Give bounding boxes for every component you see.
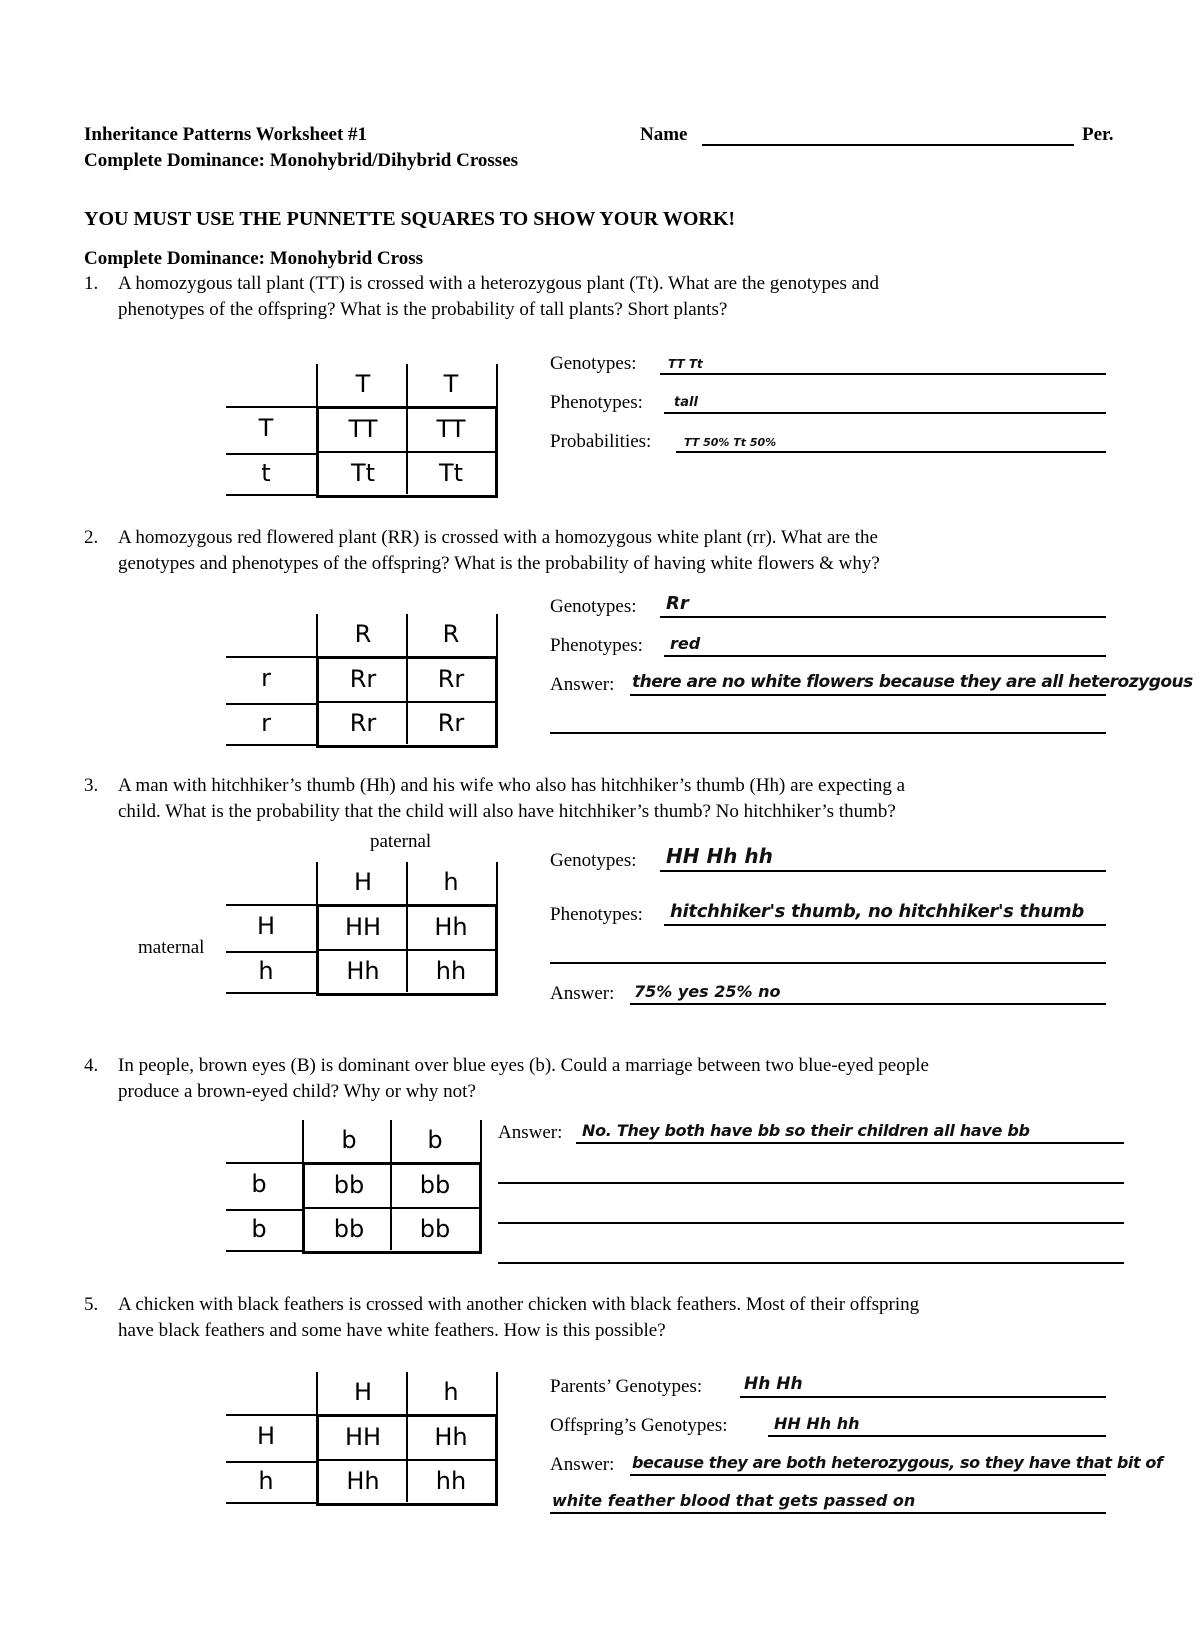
field-label: Genotypes:	[550, 353, 637, 374]
punnett-cell[interactable]: bb	[419, 1171, 451, 1199]
genotypes-answer-line[interactable]	[660, 844, 1106, 872]
question-text-line: genotypes and phenotypes of the offspring? What is the probability of having white flowers & why?	[118, 553, 880, 574]
handwritten-answer: Rr	[666, 593, 689, 614]
handwritten-answer: 75% yes 25% no	[634, 982, 781, 1001]
handwritten-answer: TT 50% Tt 50%	[684, 436, 777, 449]
answer-line[interactable]	[630, 1453, 1163, 1476]
punnett-cell[interactable]: Hh	[434, 913, 468, 941]
phenotypes-answer-line[interactable]	[664, 901, 1106, 926]
question-text-line: A man with hitchhiker’s thumb (Hh) and his wife who also has hitchhiker’s thumb (Hh) are expecting a	[118, 775, 906, 796]
genotypes-answer-line[interactable]	[660, 593, 1106, 618]
handwritten-answer: because they are both heterozygous, so they have that bit of	[632, 1453, 1163, 1472]
allele-label: H	[353, 868, 373, 896]
question-text-line: child. What is the probability that the child will also have hitchhiker’s thumb? No hitchhiker’s thumb?	[118, 801, 896, 822]
allele-label: h	[258, 957, 274, 985]
worksheet-subtitle: Complete Dominance: Monohybrid/Dihybrid Crosses	[84, 150, 519, 171]
question-number: 5.	[84, 1294, 99, 1315]
punnett-cell[interactable]: hh	[435, 1467, 467, 1495]
handwritten-answer: there are no white flowers because they are all heterozygous	[632, 672, 1193, 692]
punnett-cell[interactable]: Rr	[349, 709, 377, 737]
allele-label: b	[251, 1215, 267, 1243]
worksheet-title: Inheritance Patterns Worksheet #1	[84, 124, 368, 145]
punnett-cell[interactable]: bb	[333, 1215, 365, 1243]
punnett-cell[interactable]: hh	[435, 957, 467, 985]
allele-label: H	[256, 912, 276, 940]
field-label: Genotypes:	[550, 850, 637, 871]
answer-line-extra[interactable]	[498, 1262, 1124, 1264]
handwritten-answer: Hh Hh	[744, 1374, 803, 1394]
maternal-label: maternal	[138, 937, 205, 958]
punnett-cell[interactable]: HH	[344, 913, 382, 941]
punnett-cell[interactable]: bb	[419, 1215, 451, 1243]
field-label: Answer:	[550, 1454, 615, 1475]
field-label: Phenotypes:	[550, 904, 643, 925]
punnett-square	[226, 1120, 482, 1254]
allele-label: b	[427, 1126, 443, 1154]
parents-genotypes-line[interactable]	[740, 1374, 1106, 1398]
answer-line[interactable]	[630, 982, 1106, 1005]
offspring-genotypes-line[interactable]	[768, 1414, 1106, 1437]
allele-label: R	[442, 620, 460, 648]
allele-label: r	[261, 664, 271, 692]
punnett-cell[interactable]: TT	[348, 415, 378, 443]
handwritten-answer: red	[670, 634, 701, 653]
handwritten-answer: tall	[674, 395, 698, 410]
allele-label: h	[443, 1378, 459, 1406]
answer-line-extra[interactable]	[498, 1182, 1124, 1184]
question-text-line: produce a brown-eyed child? Why or why not?	[118, 1081, 476, 1102]
punnett-square	[226, 614, 498, 748]
field-label: Phenotypes:	[550, 392, 643, 413]
punnett-cell[interactable]: HH	[344, 1423, 382, 1451]
genotypes-answer-line[interactable]	[660, 357, 1106, 375]
field-label: Parents’ Genotypes:	[550, 1376, 703, 1397]
handwritten-answer: HH Hh hh	[666, 844, 773, 868]
allele-label: h	[258, 1467, 274, 1495]
phenotypes-answer-line[interactable]	[664, 634, 1106, 657]
allele-label: b	[251, 1170, 267, 1198]
handwritten-answer: TT Tt	[668, 357, 703, 371]
allele-label: t	[261, 459, 271, 487]
handwritten-answer: HH Hh hh	[774, 1414, 860, 1433]
punnett-cell[interactable]: TT	[436, 415, 466, 443]
punnett-square	[226, 862, 498, 996]
question-text-line: A homozygous red flowered plant (RR) is crossed with a homozygous white plant (rr). What are the	[118, 527, 878, 548]
question-number: 4.	[84, 1055, 99, 1076]
period-label: Per.	[1082, 124, 1114, 145]
question-text-line: A chicken with black feathers is crossed with another chicken with black feathers. Most of their offspring	[118, 1294, 920, 1315]
field-label: Answer:	[498, 1122, 563, 1143]
name-field[interactable]	[702, 144, 1074, 146]
punnett-square	[226, 1372, 498, 1506]
question-text-line: have black feathers and some have white feathers. How is this possible?	[118, 1320, 666, 1341]
question-text-line: phenotypes of the offspring? What is the probability of tall plants? Short plants?	[118, 299, 728, 320]
field-label: Probabilities:	[550, 431, 652, 452]
probabilities-answer-line[interactable]	[676, 436, 1106, 453]
punnett-cell[interactable]: Rr	[437, 665, 465, 693]
answer-line-extra[interactable]	[498, 1222, 1124, 1224]
handwritten-answer: white feather blood that gets passed on	[552, 1491, 916, 1510]
field-label: Genotypes:	[550, 596, 637, 617]
phenotypes-answer-line[interactable]	[664, 395, 1106, 414]
question-number: 1.	[84, 273, 99, 294]
allele-label: T	[355, 370, 371, 398]
punnett-cell[interactable]: Hh	[346, 1467, 380, 1495]
question-number: 2.	[84, 527, 99, 548]
instruction-text: YOU MUST USE THE PUNNETTE SQUARES TO SHOW YOUR WORK!	[84, 208, 736, 230]
handwritten-answer: No. They both have bb so their children all have bb	[582, 1121, 1030, 1140]
allele-label: R	[354, 620, 372, 648]
section-title: Complete Dominance: Monohybrid Cross	[84, 248, 424, 269]
field-label: Answer:	[550, 674, 615, 695]
punnett-cell[interactable]: bb	[333, 1171, 365, 1199]
allele-label: r	[261, 709, 271, 737]
question-text-line: In people, brown eyes (B) is dominant over blue eyes (b). Could a marriage between two blue-eyed people	[118, 1055, 929, 1076]
field-label: Offspring’s Genotypes:	[550, 1415, 728, 1436]
punnett-cell[interactable]: Rr	[349, 665, 377, 693]
punnett-cell[interactable]: Tt	[438, 459, 464, 487]
punnett-square	[226, 364, 498, 498]
allele-label: H	[256, 1422, 276, 1450]
field-label: Phenotypes:	[550, 635, 643, 656]
punnett-cell[interactable]: Hh	[346, 957, 380, 985]
punnett-cell[interactable]: Hh	[434, 1423, 468, 1451]
question-text-line: A homozygous tall plant (TT) is crossed with a heterozygous plant (Tt). What are the genotypes and	[118, 273, 880, 294]
answer-line[interactable]	[576, 1121, 1124, 1144]
punnett-cell[interactable]: Tt	[350, 459, 376, 487]
allele-label: H	[353, 1378, 373, 1406]
handwritten-answer: hitchhiker's thumb, no hitchhiker's thumb	[670, 901, 1084, 922]
paternal-label: paternal	[370, 831, 432, 852]
punnett-cell[interactable]: Rr	[437, 709, 465, 737]
phenotypes-answer-line-extra[interactable]	[550, 962, 1106, 964]
name-label: Name	[640, 124, 688, 145]
field-label: Answer:	[550, 983, 615, 1004]
allele-label: h	[443, 868, 459, 896]
question-number: 3.	[84, 775, 99, 796]
allele-label: T	[258, 414, 274, 442]
answer-line-extra[interactable]	[550, 732, 1106, 734]
allele-label: T	[443, 370, 459, 398]
answer-line-extra[interactable]	[550, 1491, 1106, 1514]
allele-label: b	[341, 1126, 357, 1154]
answer-line[interactable]	[630, 672, 1193, 696]
